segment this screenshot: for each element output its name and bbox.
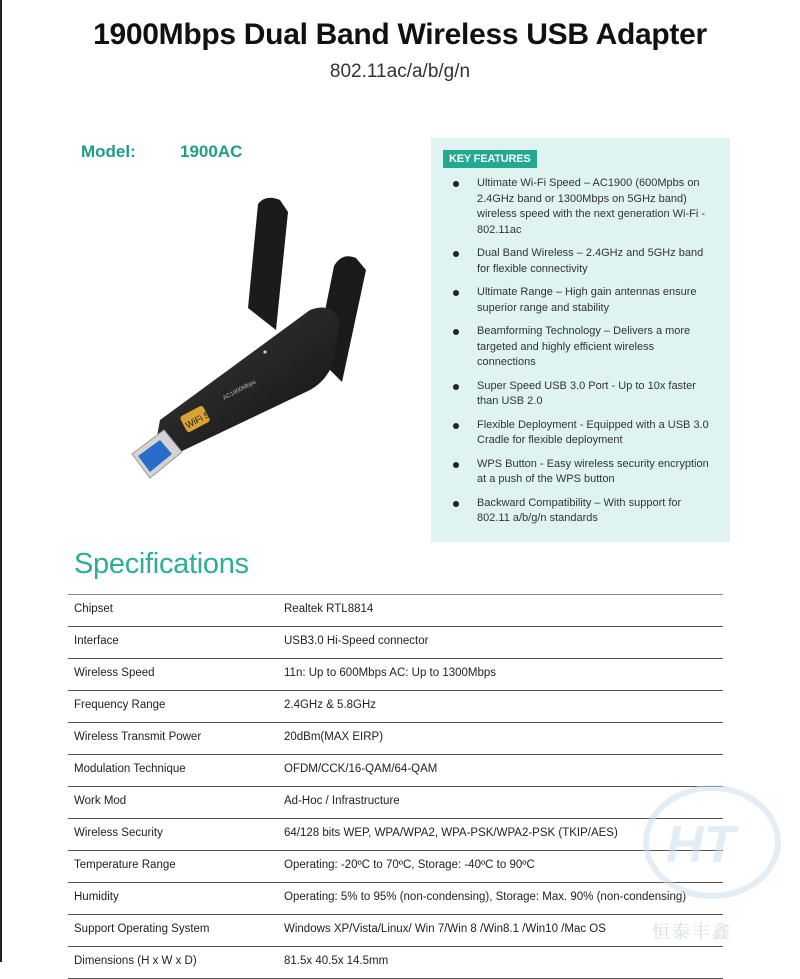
- spec-label: Temperature Range: [74, 859, 176, 871]
- spec-value: 11n: Up to 600Mbps AC: Up to 1300Mbps: [284, 667, 497, 679]
- feature-item: [431, 285, 730, 316]
- adapter-print-text: AC1900Mbps: [222, 379, 258, 402]
- spec-value: Windows XP/Vista/Linux/ Win 7/Win 8 /Win8.1 /Win10 /Mac OS: [284, 923, 606, 935]
- feature-text: Flexible Deployment - Equipped with a USB 3.0 Cradle for flexible deployment: [477, 418, 709, 446]
- spec-value: 20dBm(MAX EIRP): [284, 731, 384, 743]
- antenna-left: [248, 198, 288, 330]
- feature-item: [431, 418, 730, 449]
- model-label: Model:: [81, 142, 136, 161]
- page-border: [0, 0, 2, 962]
- adapter-body: [156, 308, 340, 453]
- spec-label: Work Mod: [74, 795, 127, 807]
- table-row: [68, 819, 723, 851]
- spec-label: Dimensions (H x W x D): [74, 955, 197, 967]
- feature-item: [431, 379, 730, 410]
- spec-value: 64/128 bits WEP, WPA/WPA2, WPA-PSK/WPA2-PSK (TKIP/AES): [284, 827, 618, 839]
- spec-value: 2.4GHz & 5.8GHz: [284, 699, 377, 711]
- feature-item: [431, 457, 730, 488]
- table-row: [68, 594, 723, 627]
- spec-label: Modulation Technique: [74, 763, 186, 775]
- bullet-icon: [453, 501, 459, 507]
- spec-label: Wireless Transmit Power: [74, 731, 202, 743]
- feature-text: Ultimate Range – High gain antennas ensure superior range and stability: [477, 286, 697, 314]
- wifi-badge-text: WiFi 5: [183, 409, 212, 431]
- feature-text: Beamforming Technology – Delivers a more targeted and highly efficient wireless connections: [477, 325, 691, 368]
- page-title: 1900Mbps Dual Band Wireless USB Adapter: [93, 18, 707, 51]
- feature-text: Backward Compatibility – With support for 802.11 a/b/g/n standards: [477, 496, 682, 524]
- spec-label: Support Operating System: [74, 923, 210, 935]
- bullet-icon: [453, 251, 459, 257]
- key-features-panel: [431, 138, 730, 542]
- table-row: [68, 659, 723, 691]
- feature-item: [431, 176, 730, 238]
- bullet-icon: [453, 329, 459, 335]
- specifications-table: [68, 594, 723, 979]
- feature-item: [431, 324, 730, 371]
- spec-value: USB3.0 Hi-Speed connector: [284, 635, 429, 647]
- spec-value: OFDM/CCK/16-QAM/64-QAM: [284, 763, 438, 775]
- spec-value: Realtek RTL8814: [284, 603, 374, 615]
- bullet-icon: [453, 384, 459, 390]
- usb-adapter-image: [120, 190, 380, 500]
- feature-item: [431, 496, 730, 527]
- spec-value: 81.5x 40.5x 14.5mm: [284, 955, 389, 967]
- model-value: 1900AC: [180, 142, 243, 161]
- key-features-list: [431, 176, 730, 535]
- watermark-logo-text: HT: [666, 816, 736, 874]
- table-row: [68, 691, 723, 723]
- feature-text: Super Speed USB 3.0 Port - Up to 10x faster than USB 2.0: [477, 379, 696, 407]
- table-row: [68, 915, 723, 947]
- table-row: [68, 787, 723, 819]
- table-row: [68, 755, 723, 787]
- spec-value: Ad-Hoc / Infrastructure: [284, 795, 400, 807]
- feature-item: [431, 246, 730, 277]
- table-row: [68, 851, 723, 883]
- bullet-icon: [453, 290, 459, 296]
- feature-text: WPS Button - Easy wireless security encryption at a push of the WPS button: [477, 457, 709, 485]
- spec-value: Operating: -20ºC to 70ºC, Storage: -40ºC to 90ºC: [284, 859, 535, 871]
- spec-label: Wireless Speed: [74, 667, 155, 679]
- table-row: [68, 627, 723, 659]
- led-indicator: [263, 350, 266, 353]
- specifications-heading: Specifications: [74, 548, 249, 580]
- page-subtitle: 802.11ac/a/b/g/n: [329, 61, 471, 82]
- spec-label: Humidity: [74, 891, 119, 903]
- bullet-icon: [453, 423, 459, 429]
- spec-value: Operating: 5% to 95% (non-condensing), Storage: Max. 90% (non-condensing): [284, 891, 687, 903]
- table-row: [68, 723, 723, 755]
- key-features-heading: KEY FEATURES: [443, 150, 537, 168]
- watermark-text: 恒泰丰鑫: [652, 922, 732, 942]
- bullet-icon: [453, 181, 459, 187]
- bullet-icon: [453, 462, 459, 468]
- table-row: [68, 947, 723, 979]
- spec-label: Interface: [74, 635, 119, 647]
- spec-label: Wireless Security: [74, 827, 163, 839]
- feature-text: Ultimate Wi-Fi Speed – AC1900 (600Mpbs on 2.4GHz band or 1300Mbps on 5GHz band) wireless speed with the next generation Wi-Fi - 802.11ac: [477, 177, 706, 236]
- table-row: [68, 883, 723, 915]
- feature-text: Dual Band Wireless – 2.4GHz and 5GHz band for flexible connectivity: [477, 247, 704, 275]
- spec-label: Chipset: [74, 603, 113, 615]
- spec-label: Frequency Range: [74, 699, 166, 711]
